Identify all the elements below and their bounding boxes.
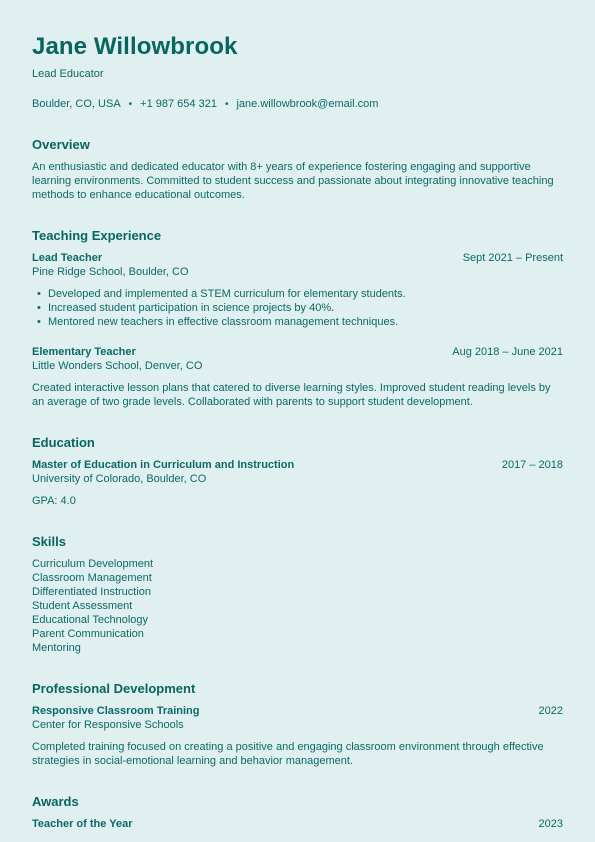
contact-separator: •	[128, 99, 133, 110]
job-header	[32, 251, 563, 265]
section-heading-education: Education	[32, 435, 95, 450]
course-header	[32, 704, 563, 718]
contact-phone[interactable]: +1 987 654 321	[140, 98, 217, 110]
course-description: Completed training focused on creating a positive and engaging classroom environment through effective strategies in social-emotional learning and behavior management.	[32, 741, 544, 767]
list-item: • Increased student participation in science projects by 40%.	[32, 301, 563, 315]
overview-text: An enthusiastic and dedicated educator with 8+ years of experience fostering engaging and supportive learning environments. Committed to student success and passionate about integrating innovative teaching methods to enhance educational outcomes.	[32, 161, 554, 201]
award-header	[32, 817, 563, 831]
skills-section	[32, 534, 563, 655]
job-dates: Aug 2018 – June 2021	[452, 346, 563, 358]
list-item: • Mentored new teachers in effective classroom management techniques.	[32, 315, 563, 329]
gpa: GPA: 4.0	[32, 495, 76, 507]
award-name: Teacher of the Year	[32, 818, 133, 830]
experience-section	[32, 228, 563, 409]
job-bullets	[32, 287, 563, 329]
degree-dates: 2017 – 2018	[501, 459, 563, 471]
school-name: University of Colorado, Boulder, CO	[32, 473, 207, 485]
contact-separator: •	[224, 99, 229, 110]
skill-item: Parent Communication	[32, 628, 144, 640]
degree-header	[32, 458, 563, 472]
overview-section	[32, 137, 563, 202]
job-role: Lead Teacher	[32, 252, 103, 264]
award-year: 2023	[538, 818, 563, 830]
course-year: 2022	[538, 705, 563, 717]
job-role: Elementary Teacher	[32, 346, 136, 358]
section-heading-skills: Skills	[32, 534, 66, 549]
course-name: Responsive Classroom Training	[32, 705, 200, 717]
candidate-title: Lead Educator	[32, 68, 104, 80]
section-heading-awards: Awards	[32, 794, 79, 809]
list-item: • Developed and implemented a STEM curriculum for elementary students.	[32, 287, 563, 301]
awards-section	[32, 794, 563, 831]
contact-location: Boulder, CO, USA	[32, 98, 121, 110]
degree-name: Master of Education in Curriculum and Instruction	[32, 459, 295, 471]
skill-item: Educational Technology	[32, 614, 148, 626]
candidate-name: Jane Willowbrook	[32, 33, 238, 60]
course-provider: Center for Responsive Schools	[32, 719, 184, 731]
section-heading-development: Professional Development	[32, 681, 196, 696]
section-heading-experience: Teaching Experience	[32, 228, 162, 243]
development-section	[32, 681, 563, 768]
skill-item: Classroom Management	[32, 572, 152, 584]
job-header	[32, 345, 563, 359]
section-heading-overview: Overview	[32, 137, 90, 152]
education-section	[32, 435, 563, 508]
job-description: Created interactive lesson plans that catered to diverse learning styles. Improved student reading levels by an average of two grade levels. Collaborated with parents to support student development.	[32, 382, 551, 408]
skill-item: Student Assessment	[32, 600, 133, 612]
contact-email[interactable]: jane.willowbrook@email.com	[236, 98, 379, 110]
job-organization: Little Wonders School, Denver, CO	[32, 360, 203, 372]
job-organization: Pine Ridge School, Boulder, CO	[32, 266, 189, 278]
skill-item: Curriculum Development	[32, 558, 154, 570]
contact-line	[32, 98, 378, 110]
skill-item: Differentiated Instruction	[32, 586, 152, 598]
skill-item: Mentoring	[32, 642, 81, 654]
job-dates: Sept 2021 – Present	[462, 252, 563, 264]
